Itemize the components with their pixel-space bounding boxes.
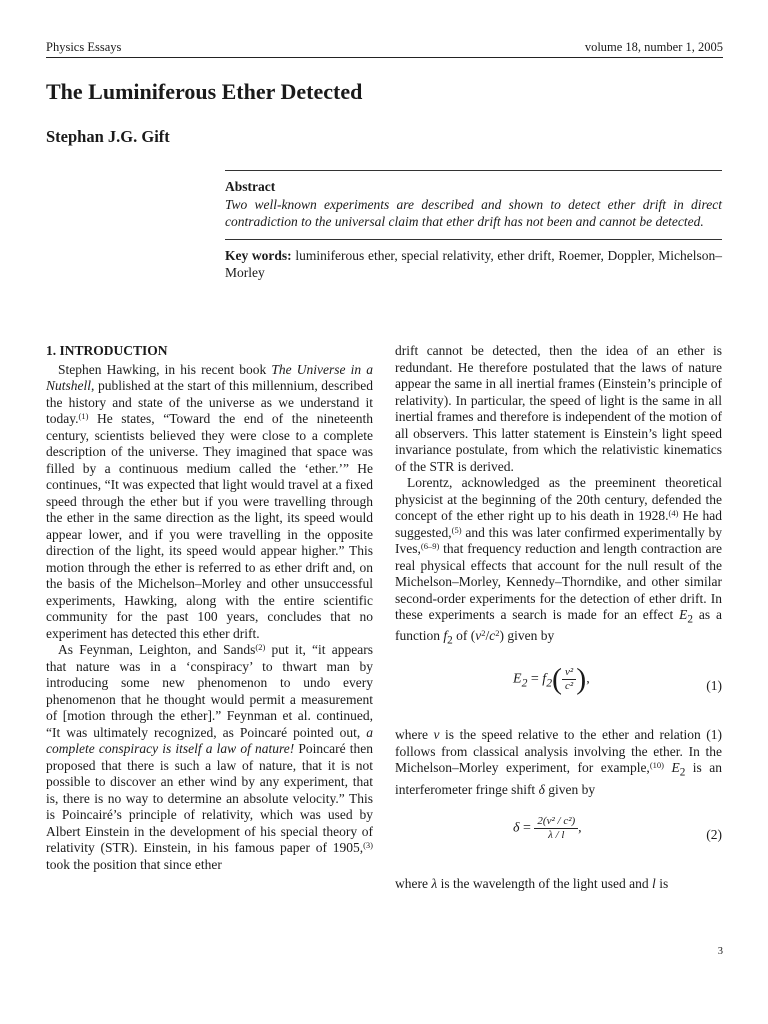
text-run: Poincaré then proposed that there is such a law of nature, that it is not possible to discover an ether wind by any experiment, that is, there is no way to determine an absolute velocity.” This is Poincairé’s principle of relativity, which was used by Albert Einstein in the development of his special theory of relativity (STR). Einstein, in his famous paper of 1905, <box>46 741 373 855</box>
paragraph <box>395 727 722 798</box>
citation-ref: (4) <box>668 508 679 518</box>
citation-ref: (10) <box>649 760 664 771</box>
math-symbol: E <box>679 607 688 622</box>
text-run: is the speed relative to the ether and relation (1) follows from classical analysis involving the ether. In the Michelson–Morley experiment, for example, <box>395 727 722 776</box>
text-run: ) given by <box>499 628 555 644</box>
italic-quote: a complete conspiracy is itself a law of nature! <box>46 724 373 756</box>
math-symbol: f <box>443 628 448 644</box>
denominator: c² <box>565 680 574 693</box>
page-number: 3 <box>717 946 723 957</box>
citation-ref: (2) <box>255 642 266 652</box>
text-run: took the position that since ether <box>46 856 222 872</box>
keywords <box>225 247 722 282</box>
paragraph <box>46 362 373 643</box>
paragraph: drift cannot be detected, then the idea of an ether is redundant. He therefore postulated that the laws of nature appear the same in all inertial frames (Einstein’s principle of relativity). In particular, the speed of light is the same in all inertial frames and therefore is independent of the motion of all observers. This latter statement is Einstein’s light speed invariance postulate, from which the relativistic kinematics of the STR is derived. <box>395 343 722 474</box>
numerator: v² <box>562 666 576 680</box>
citation-ref: (3) <box>363 840 373 850</box>
abstract-top-rule <box>225 170 722 171</box>
comma: , <box>586 672 590 688</box>
right-paren: ) <box>576 662 587 696</box>
text-run: is the wavelength of the light used and <box>437 876 653 892</box>
math-subscript: 2 <box>687 613 694 626</box>
text-run: given by <box>544 781 596 797</box>
math-symbol: l <box>652 876 656 892</box>
abstract-box <box>225 170 722 282</box>
math-symbol: E <box>671 760 680 776</box>
numerator: 2(v² / c²) <box>534 815 578 829</box>
text-run: He had suggested, <box>395 508 722 540</box>
left-paren: ( <box>552 662 563 696</box>
text-run: / <box>485 628 490 644</box>
math-subscript: 2 <box>546 676 553 690</box>
equation-number: (2) <box>706 827 722 843</box>
issue-info: volume 18, number 1, 2005 <box>584 40 723 54</box>
text-run: of ( <box>452 628 476 644</box>
citation-ref: (1) <box>78 411 89 421</box>
paragraph <box>46 642 373 873</box>
citation-ref: (5) <box>451 524 462 535</box>
math-symbol: λ <box>431 876 438 892</box>
left-column <box>46 343 373 873</box>
math-symbol: v <box>475 628 482 644</box>
text-run: , published at the start of this millennium, described the history and state of the universe as we understand it today. <box>46 378 373 426</box>
section-heading-introduction: 1. INTRODUCTION <box>46 343 168 358</box>
text-run: where <box>395 727 434 743</box>
comma: , <box>578 820 582 836</box>
citation-ref: (6–9) <box>420 541 440 551</box>
equation-2-body <box>513 815 582 842</box>
text-run: is <box>655 876 669 892</box>
fraction <box>562 666 576 693</box>
denominator: λ / l <box>548 829 565 842</box>
paper-title: The Luminiferous Ether Detected <box>46 79 363 104</box>
journal-name: Physics Essays <box>46 40 122 54</box>
text-run: as a function <box>395 607 722 644</box>
keywords-label: Key words: <box>225 247 292 263</box>
text-run: where <box>395 876 432 892</box>
math-superscript: 2 <box>495 628 500 639</box>
equation-1-body <box>513 662 590 696</box>
text-run: Lorentz, acknowledged as the preeminent theoretical physicist at the beginning of the 20th century, defended the concept of the ether right up to his death in 1928. <box>395 475 722 523</box>
author-name: Stephan J.G. Gift <box>46 127 170 146</box>
right-column <box>395 343 722 893</box>
abstract-bottom-rule <box>225 239 722 240</box>
equation-number: (1) <box>706 678 722 694</box>
fraction <box>534 815 578 842</box>
abstract-text: Two well-known experiments are described and shown to detect ether drift in direct contradiction to the universal claim that ether drift has not been and cannot be detected. <box>225 196 722 229</box>
text-run: As Feynman, Leighton, and Sands <box>58 642 256 657</box>
text-run: that frequency reduction and length contraction are real physical effects that account for the null result of the Michelson–Morley, Kennedy–Thorndike, and other similar second-order experiments for the detection of ether drift. In these experiments a search is made for an effect <box>395 541 722 622</box>
math-symbol: δ <box>513 820 520 836</box>
abstract-heading: Abstract <box>225 179 276 194</box>
math-superscript: 2 <box>481 628 486 639</box>
equation-1 <box>395 663 722 713</box>
text-run: and this was later confirmed experimentally by Ives, <box>395 524 722 556</box>
equals-sign: = <box>519 820 535 836</box>
text-run: Stephen Hawking, in his recent book <box>58 361 272 377</box>
paragraph <box>395 876 722 893</box>
text-run: He states, “Toward the end of the nineteenth century, scientists believed they were close to a complete description of the universe. They imagined that space was filled by a continuous medium called the ‘ether.’” He continues, “It was expected that light would travel at a fixed speed through the ether but if you were travelling through the ether in the same direction as the light, its speed would appear lower, and if you were travelling in the opposite direction of the light, its speed would appear higher.” This motion through the ether is referred to as ether drift and, on the basis of the Michelson–Morley and other unsuccessful experiments, Hawking, along with the entire scientific community for the past 100 years, concludes that no experiment has detected this ether drift. <box>46 411 373 641</box>
header-rule <box>46 57 723 58</box>
paragraph <box>395 475 722 649</box>
math-symbol: f <box>542 672 547 688</box>
keywords-list: luminiferous ether, special relativity, ether drift, Roemer, Doppler, Michelson–Morley <box>225 247 723 280</box>
math-subscript: 2 <box>679 767 686 780</box>
book-title: The Universe in a Nutshell <box>46 361 373 393</box>
math-symbol: δ <box>538 781 545 797</box>
math-subscript: 2 <box>521 676 528 690</box>
equation-2 <box>395 812 722 862</box>
text-run: is an interferometer fringe shift <box>395 760 722 797</box>
equals-sign: = <box>527 672 543 688</box>
text-run: put it, “it appears that nature was in a ‘conspiracy’ to thwart man by introducing some new phenomenon to undo every phenomenon that he thought would permit a measurement of [motion through the ether].” Feynman et al. continued, “It was ultimately recognized, as Poincaré pointed out, <box>46 642 373 740</box>
math-subscript: 2 <box>447 634 453 647</box>
math-symbol: v <box>433 727 440 743</box>
math-symbol: E <box>513 672 522 688</box>
math-symbol: c <box>489 628 496 644</box>
